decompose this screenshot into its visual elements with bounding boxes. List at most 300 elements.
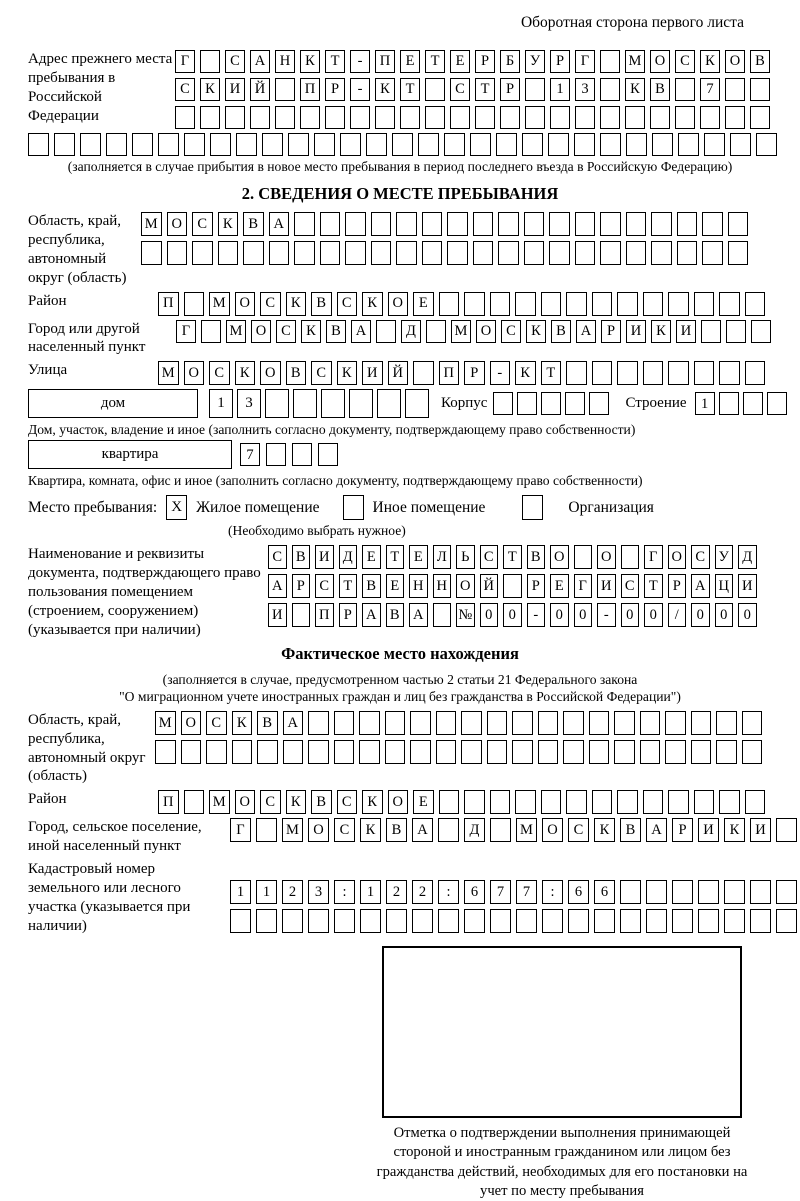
char-cell[interactable] <box>665 711 686 735</box>
char-cell[interactable]: Е <box>400 50 420 73</box>
char-cell[interactable] <box>426 320 446 343</box>
char-cell[interactable]: А <box>691 574 710 598</box>
char-cell[interactable] <box>525 78 545 101</box>
char-cell[interactable]: Т <box>644 574 663 598</box>
char-cell[interactable] <box>371 241 392 265</box>
char-cell[interactable] <box>541 790 562 814</box>
char-cell[interactable]: А <box>646 818 667 842</box>
char-cell[interactable] <box>550 106 570 129</box>
char-cell[interactable] <box>438 909 459 933</box>
char-cell[interactable] <box>566 790 587 814</box>
char-cell[interactable] <box>436 711 457 735</box>
char-cell[interactable] <box>694 790 715 814</box>
char-cell[interactable] <box>377 389 401 418</box>
char-cell[interactable]: 3 <box>575 78 595 101</box>
char-cell[interactable]: П <box>439 361 460 385</box>
char-cell[interactable]: Т <box>386 545 405 569</box>
char-cell[interactable] <box>698 880 719 904</box>
char-cell[interactable] <box>192 241 213 265</box>
char-cell[interactable] <box>496 133 517 156</box>
char-cell[interactable]: В <box>257 711 278 735</box>
char-cell[interactable] <box>293 389 317 418</box>
char-cell[interactable] <box>500 106 520 129</box>
char-cell[interactable]: В <box>311 292 332 316</box>
char-cell[interactable]: 7 <box>516 880 537 904</box>
char-cell[interactable]: П <box>158 292 179 316</box>
char-cell[interactable]: 0 <box>503 603 522 627</box>
char-cell[interactable] <box>665 740 686 764</box>
char-cell[interactable] <box>444 133 465 156</box>
char-cell[interactable] <box>425 78 445 101</box>
char-cell[interactable]: : <box>438 880 459 904</box>
char-cell[interactable]: С <box>276 320 296 343</box>
char-cell[interactable]: Н <box>409 574 428 598</box>
char-cell[interactable] <box>651 241 672 265</box>
char-cell[interactable]: С <box>268 545 287 569</box>
char-cell[interactable] <box>600 212 621 236</box>
char-cell[interactable]: - <box>350 78 370 101</box>
char-cell[interactable] <box>250 106 270 129</box>
char-cell[interactable]: К <box>300 50 320 73</box>
char-cell[interactable]: Р <box>339 603 358 627</box>
char-cell[interactable] <box>294 212 315 236</box>
char-cell[interactable]: О <box>650 50 670 73</box>
char-cell[interactable] <box>750 909 771 933</box>
char-cell[interactable]: С <box>334 818 355 842</box>
char-cell[interactable] <box>677 212 698 236</box>
char-cell[interactable]: А <box>269 212 290 236</box>
char-cell[interactable]: К <box>375 78 395 101</box>
char-cell[interactable]: 0 <box>715 603 734 627</box>
char-cell[interactable]: 6 <box>594 880 615 904</box>
char-cell[interactable]: - <box>350 50 370 73</box>
char-cell[interactable]: С <box>337 292 358 316</box>
char-cell[interactable] <box>334 740 355 764</box>
char-cell[interactable] <box>745 790 766 814</box>
char-cell[interactable]: В <box>311 790 332 814</box>
char-cell[interactable] <box>325 106 345 129</box>
char-cell[interactable] <box>745 361 766 385</box>
char-cell[interactable] <box>461 740 482 764</box>
char-cell[interactable]: В <box>326 320 346 343</box>
char-cell[interactable] <box>294 241 315 265</box>
char-cell[interactable] <box>175 106 195 129</box>
char-cell[interactable]: В <box>286 361 307 385</box>
checkbox-other-premises[interactable] <box>343 495 364 520</box>
char-cell[interactable] <box>275 78 295 101</box>
char-cell[interactable] <box>80 133 101 156</box>
char-cell[interactable] <box>376 320 396 343</box>
char-cell[interactable] <box>359 740 380 764</box>
char-cell[interactable]: 1 <box>360 880 381 904</box>
char-cell[interactable] <box>643 361 664 385</box>
char-cell[interactable]: Г <box>575 50 595 73</box>
char-cell[interactable]: № <box>456 603 475 627</box>
char-cell[interactable] <box>589 711 610 735</box>
char-cell[interactable] <box>626 133 647 156</box>
char-cell[interactable]: Д <box>401 320 421 343</box>
char-cell[interactable] <box>617 292 638 316</box>
char-cell[interactable]: К <box>286 292 307 316</box>
char-cell[interactable] <box>461 711 482 735</box>
char-cell[interactable]: Г <box>644 545 663 569</box>
char-cell[interactable] <box>490 292 511 316</box>
char-cell[interactable] <box>563 711 584 735</box>
char-cell[interactable] <box>524 212 545 236</box>
char-cell[interactable] <box>412 909 433 933</box>
char-cell[interactable] <box>410 740 431 764</box>
checkbox-organization[interactable] <box>522 495 543 520</box>
char-cell[interactable] <box>422 241 443 265</box>
char-cell[interactable] <box>516 909 537 933</box>
char-cell[interactable] <box>691 711 712 735</box>
char-cell[interactable]: В <box>750 50 770 73</box>
char-cell[interactable]: В <box>620 818 641 842</box>
char-cell[interactable] <box>359 711 380 735</box>
char-cell[interactable]: А <box>409 603 428 627</box>
char-cell[interactable] <box>300 106 320 129</box>
char-cell[interactable] <box>314 133 335 156</box>
char-cell[interactable]: С <box>450 78 470 101</box>
char-cell[interactable] <box>493 392 513 415</box>
char-cell[interactable]: У <box>525 50 545 73</box>
char-cell[interactable] <box>498 212 519 236</box>
char-cell[interactable]: С <box>337 790 358 814</box>
char-cell[interactable]: Т <box>400 78 420 101</box>
char-cell[interactable]: О <box>184 361 205 385</box>
char-cell[interactable]: П <box>300 78 320 101</box>
char-cell[interactable] <box>517 392 537 415</box>
char-cell[interactable] <box>726 320 746 343</box>
char-cell[interactable] <box>266 443 286 466</box>
char-cell[interactable]: Д <box>738 545 757 569</box>
char-cell[interactable]: В <box>243 212 264 236</box>
char-cell[interactable] <box>473 212 494 236</box>
char-cell[interactable] <box>243 241 264 265</box>
char-cell[interactable] <box>167 241 188 265</box>
char-cell[interactable] <box>321 389 345 418</box>
char-cell[interactable]: Т <box>339 574 358 598</box>
char-cell[interactable] <box>594 909 615 933</box>
char-cell[interactable] <box>600 133 621 156</box>
char-cell[interactable] <box>447 241 468 265</box>
char-cell[interactable]: С <box>260 292 281 316</box>
char-cell[interactable] <box>141 241 162 265</box>
char-cell[interactable]: Т <box>475 78 495 101</box>
char-cell[interactable]: 3 <box>237 389 261 418</box>
char-cell[interactable]: Е <box>550 574 569 598</box>
char-cell[interactable]: Р <box>325 78 345 101</box>
char-cell[interactable]: О <box>235 790 256 814</box>
char-cell[interactable] <box>719 790 740 814</box>
char-cell[interactable]: П <box>158 790 179 814</box>
char-cell[interactable] <box>396 212 417 236</box>
char-cell[interactable] <box>750 106 770 129</box>
char-cell[interactable] <box>646 909 667 933</box>
char-cell[interactable] <box>542 909 563 933</box>
char-cell[interactable]: И <box>225 78 245 101</box>
char-cell[interactable]: К <box>362 790 383 814</box>
char-cell[interactable] <box>158 133 179 156</box>
char-cell[interactable] <box>574 133 595 156</box>
char-cell[interactable]: А <box>576 320 596 343</box>
char-cell[interactable] <box>225 106 245 129</box>
char-cell[interactable]: Т <box>325 50 345 73</box>
char-cell[interactable]: К <box>301 320 321 343</box>
char-cell[interactable]: А <box>250 50 270 73</box>
char-cell[interactable]: С <box>568 818 589 842</box>
char-cell[interactable]: П <box>375 50 395 73</box>
char-cell[interactable] <box>269 241 290 265</box>
char-cell[interactable]: - <box>490 361 511 385</box>
char-cell[interactable] <box>360 909 381 933</box>
char-cell[interactable] <box>334 909 355 933</box>
char-cell[interactable] <box>652 133 673 156</box>
char-cell[interactable]: К <box>526 320 546 343</box>
char-cell[interactable]: А <box>351 320 371 343</box>
char-cell[interactable] <box>487 740 508 764</box>
char-cell[interactable]: М <box>209 292 230 316</box>
char-cell[interactable] <box>626 212 647 236</box>
char-cell[interactable]: Р <box>292 574 311 598</box>
char-cell[interactable]: О <box>550 545 569 569</box>
char-cell[interactable]: С <box>480 545 499 569</box>
char-cell[interactable] <box>566 361 587 385</box>
char-cell[interactable] <box>719 392 739 415</box>
char-cell[interactable]: К <box>360 818 381 842</box>
char-cell[interactable]: М <box>516 818 537 842</box>
char-cell[interactable]: М <box>226 320 246 343</box>
char-cell[interactable] <box>728 212 749 236</box>
char-cell[interactable]: Р <box>601 320 621 343</box>
char-cell[interactable] <box>675 106 695 129</box>
char-cell[interactable] <box>464 909 485 933</box>
char-cell[interactable] <box>522 133 543 156</box>
char-cell[interactable] <box>256 818 277 842</box>
char-cell[interactable] <box>620 880 641 904</box>
char-cell[interactable] <box>418 133 439 156</box>
char-cell[interactable]: Т <box>503 545 522 569</box>
char-cell[interactable]: О <box>725 50 745 73</box>
char-cell[interactable]: Б <box>500 50 520 73</box>
char-cell[interactable] <box>200 106 220 129</box>
char-cell[interactable] <box>181 740 202 764</box>
char-cell[interactable] <box>515 292 536 316</box>
char-cell[interactable]: Р <box>464 361 485 385</box>
char-cell[interactable]: М <box>158 361 179 385</box>
char-cell[interactable]: И <box>268 603 287 627</box>
char-cell[interactable] <box>425 106 445 129</box>
char-cell[interactable]: Д <box>339 545 358 569</box>
char-cell[interactable] <box>450 106 470 129</box>
char-cell[interactable]: Й <box>480 574 499 598</box>
char-cell[interactable] <box>621 545 640 569</box>
char-cell[interactable] <box>548 133 569 156</box>
char-cell[interactable]: К <box>200 78 220 101</box>
char-cell[interactable] <box>400 106 420 129</box>
char-cell[interactable]: Й <box>388 361 409 385</box>
char-cell[interactable] <box>487 711 508 735</box>
char-cell[interactable] <box>730 133 751 156</box>
char-cell[interactable] <box>464 292 485 316</box>
char-cell[interactable]: Р <box>475 50 495 73</box>
char-cell[interactable]: М <box>282 818 303 842</box>
char-cell[interactable] <box>447 212 468 236</box>
char-cell[interactable]: А <box>268 574 287 598</box>
char-cell[interactable]: А <box>412 818 433 842</box>
checkbox-residential[interactable]: X <box>166 495 187 520</box>
char-cell[interactable]: И <box>698 818 719 842</box>
char-cell[interactable] <box>751 320 771 343</box>
char-cell[interactable] <box>549 241 570 265</box>
char-cell[interactable]: 6 <box>568 880 589 904</box>
char-cell[interactable] <box>413 361 434 385</box>
char-cell[interactable] <box>600 78 620 101</box>
char-cell[interactable]: Г <box>574 574 593 598</box>
char-cell[interactable] <box>574 545 593 569</box>
char-cell[interactable] <box>538 711 559 735</box>
char-cell[interactable] <box>750 78 770 101</box>
char-cell[interactable]: / <box>668 603 687 627</box>
char-cell[interactable] <box>524 241 545 265</box>
char-cell[interactable]: 1 <box>256 880 277 904</box>
char-cell[interactable]: Е <box>362 545 381 569</box>
char-cell[interactable] <box>724 880 745 904</box>
char-cell[interactable]: О <box>235 292 256 316</box>
char-cell[interactable] <box>292 443 312 466</box>
char-cell[interactable]: О <box>388 790 409 814</box>
char-cell[interactable]: 0 <box>574 603 593 627</box>
char-cell[interactable]: Г <box>230 818 251 842</box>
char-cell[interactable] <box>600 50 620 73</box>
char-cell[interactable] <box>201 320 221 343</box>
char-cell[interactable] <box>672 880 693 904</box>
char-cell[interactable]: 1 <box>695 392 715 415</box>
char-cell[interactable] <box>512 740 533 764</box>
char-cell[interactable]: К <box>218 212 239 236</box>
char-cell[interactable] <box>230 909 251 933</box>
char-cell[interactable]: 0 <box>691 603 710 627</box>
char-cell[interactable]: 1 <box>209 389 233 418</box>
char-cell[interactable] <box>257 740 278 764</box>
char-cell[interactable] <box>340 133 361 156</box>
char-cell[interactable]: В <box>386 603 405 627</box>
char-cell[interactable] <box>200 50 220 73</box>
char-cell[interactable]: С <box>175 78 195 101</box>
char-cell[interactable] <box>184 790 205 814</box>
char-cell[interactable]: А <box>362 603 381 627</box>
char-cell[interactable] <box>776 818 797 842</box>
char-cell[interactable] <box>704 133 725 156</box>
char-cell[interactable] <box>490 909 511 933</box>
char-cell[interactable] <box>318 443 338 466</box>
char-cell[interactable] <box>592 361 613 385</box>
char-cell[interactable]: И <box>750 818 771 842</box>
char-cell[interactable] <box>498 241 519 265</box>
char-cell[interactable] <box>385 711 406 735</box>
char-cell[interactable] <box>292 603 311 627</box>
char-cell[interactable] <box>470 133 491 156</box>
char-cell[interactable] <box>541 392 561 415</box>
char-cell[interactable]: И <box>738 574 757 598</box>
char-cell[interactable]: К <box>337 361 358 385</box>
char-cell[interactable] <box>694 361 715 385</box>
char-cell[interactable] <box>694 292 715 316</box>
char-cell[interactable]: К <box>286 790 307 814</box>
char-cell[interactable] <box>490 790 511 814</box>
char-cell[interactable]: - <box>597 603 616 627</box>
char-cell[interactable] <box>742 740 763 764</box>
char-cell[interactable]: С <box>501 320 521 343</box>
char-cell[interactable]: Н <box>433 574 452 598</box>
char-cell[interactable]: И <box>315 545 334 569</box>
char-cell[interactable] <box>640 740 661 764</box>
char-cell[interactable]: С <box>260 790 281 814</box>
char-cell[interactable]: О <box>260 361 281 385</box>
char-cell[interactable]: В <box>650 78 670 101</box>
char-cell[interactable] <box>724 909 745 933</box>
char-cell[interactable]: 2 <box>412 880 433 904</box>
char-cell[interactable]: : <box>542 880 563 904</box>
char-cell[interactable] <box>275 106 295 129</box>
char-cell[interactable] <box>725 78 745 101</box>
char-cell[interactable]: Е <box>450 50 470 73</box>
char-cell[interactable] <box>283 740 304 764</box>
char-cell[interactable] <box>568 909 589 933</box>
char-cell[interactable] <box>678 133 699 156</box>
char-cell[interactable] <box>334 711 355 735</box>
char-cell[interactable]: 0 <box>550 603 569 627</box>
char-cell[interactable] <box>490 818 511 842</box>
char-cell[interactable] <box>541 292 562 316</box>
char-cell[interactable]: Р <box>550 50 570 73</box>
char-cell[interactable] <box>776 880 797 904</box>
char-cell[interactable]: Й <box>250 78 270 101</box>
char-cell[interactable] <box>675 78 695 101</box>
char-cell[interactable]: К <box>594 818 615 842</box>
char-cell[interactable]: Е <box>409 545 428 569</box>
char-cell[interactable] <box>538 740 559 764</box>
char-cell[interactable]: В <box>362 574 381 598</box>
char-cell[interactable]: Д <box>464 818 485 842</box>
char-cell[interactable] <box>436 740 457 764</box>
char-cell[interactable]: В <box>551 320 571 343</box>
char-cell[interactable] <box>345 241 366 265</box>
char-cell[interactable] <box>308 909 329 933</box>
char-cell[interactable] <box>525 106 545 129</box>
char-cell[interactable] <box>206 740 227 764</box>
char-cell[interactable]: О <box>456 574 475 598</box>
char-cell[interactable] <box>256 909 277 933</box>
char-cell[interactable]: С <box>192 212 213 236</box>
char-cell[interactable]: С <box>206 711 227 735</box>
char-cell[interactable] <box>320 241 341 265</box>
char-cell[interactable]: С <box>315 574 334 598</box>
char-cell[interactable] <box>643 292 664 316</box>
char-cell[interactable] <box>132 133 153 156</box>
char-cell[interactable]: О <box>388 292 409 316</box>
char-cell[interactable] <box>438 818 459 842</box>
char-cell[interactable] <box>184 133 205 156</box>
char-cell[interactable]: К <box>651 320 671 343</box>
char-cell[interactable]: : <box>334 880 355 904</box>
char-cell[interactable]: К <box>362 292 383 316</box>
char-cell[interactable] <box>614 740 635 764</box>
char-cell[interactable]: Ц <box>715 574 734 598</box>
char-cell[interactable]: В <box>386 818 407 842</box>
char-cell[interactable]: А <box>283 711 304 735</box>
char-cell[interactable] <box>743 392 763 415</box>
